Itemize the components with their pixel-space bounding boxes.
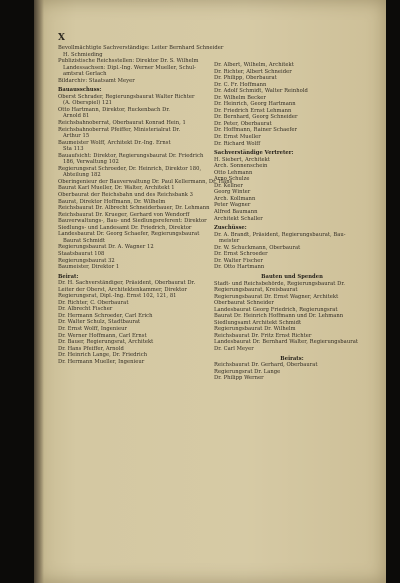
right-text-line: Dr. Philipp Werner (214, 375, 264, 382)
left-text-line: Dr. Richter, C. Oberbaurat (58, 299, 129, 306)
right-text-line: Alfred Baumann (214, 209, 258, 216)
left-text-line: Dr. Ernst Wolff, Ingenieur (58, 325, 128, 332)
right-text-line: Regierungsbaurat, Kreisbaurat (214, 287, 298, 294)
left-text-line: Reichsbahnoberrat, Oberbaurat Konrad Hein, 1 (58, 120, 186, 127)
right-text-line: Landesbaurat Georg Friedrich, Regierungsrat (214, 306, 338, 313)
right-text-line: Baurat Dr. Heinrich Hoffmann und Dr. Lehmann (214, 313, 344, 320)
left-text-line: amtsrat Gerlach (63, 71, 107, 78)
left-text-line: Baurat, Direktor Hoffmann, Dr. Wilhelm (58, 198, 166, 205)
right-text-line: meister (219, 238, 240, 245)
right-text-line: Arch. Sonnenschein (214, 163, 268, 170)
left-text-line: Regierungsbaurat 32 (58, 257, 115, 264)
left-text-line: (A. Oberspiel) 121 (63, 100, 113, 107)
right-text-column (214, 62, 370, 382)
left-text-line: Landesbaurat Dr. Georg Schaefer, Regierungsbaurat (58, 231, 200, 238)
left-text-line: 186, Verwaltung 102 (63, 159, 119, 166)
right-section-heading: Beirats: (280, 355, 304, 362)
right-text-line: Regierungsbaurat Dr. Ernst Wagner, Architekt (214, 293, 339, 300)
left-text-line: Reichsbaurat Dr. Krueger, Gerhard von Wendorff (58, 211, 190, 218)
left-text-line: Regierungsbaurat Dr. A. Wagner 12 (58, 244, 154, 251)
right-text-line: Dr. Otto Hartmann (214, 264, 265, 271)
left-text-line: Bauaufsicht: Direktor, Regierungsbaurat Dr. Friedrich (58, 152, 204, 159)
book-spine-shadow (34, 0, 44, 583)
left-section-heading: Beirat: (58, 273, 79, 280)
left-text-line: Oberingenieur der Bauverwaltung Dr. Paul Kellermann, Dr. Hans (58, 178, 233, 185)
left-text-line: Baurat Karl Mueller, Dr. Walter, Architekt 1 (58, 185, 175, 192)
right-text-line: Dr. W. Schuckmann, Oberbaurat (214, 244, 301, 251)
right-text-line: Dr. Richter, Albert Schneider (214, 68, 292, 75)
left-text-line: Bildarchiv: Staatsamt Meyer (58, 77, 135, 84)
right-text-line: Dr. Ernst Schroeder (214, 251, 268, 258)
right-text-line: Dr. Walter Fischer (214, 257, 263, 264)
right-text-line: Reichsbaurat Dr. Gerhard, Oberbaurat (214, 362, 318, 369)
right-text-line: Dr. Carl Meyer (214, 345, 254, 352)
right-text-line: Dr. Philipp, Oberbaurat (214, 75, 277, 82)
left-text-line: Bevollmächtigte Sachverständige: Leiter Bernhard Schneider (58, 45, 224, 51)
left-text-line: Oberbaurat der Reichsbahn und des Reichsbank 3 (58, 192, 194, 199)
left-text-line: Arthur 15 (63, 133, 90, 140)
left-text-line: Abteilung 182 (63, 172, 101, 179)
left-text-line: Regierungsrat, Dipl.-Ing. Ernst 102, 121, 81 (58, 293, 177, 300)
right-text-line: Dr. Albert, Wilhelm, Architekt (214, 62, 294, 68)
right-text-line: Reichsbaurat Dr. Fritz Ernst Richter (214, 332, 312, 339)
left-text-line: Regierungsrat Schroeder, Dr. Heinrich, Direktor 180, (58, 165, 202, 172)
left-text-line: Dr. Hermann Schroeder, Carl Erich (58, 312, 153, 319)
left-text-line: Baumeister, Direktor 1 (58, 264, 120, 271)
right-text-line: Dr. Adolf Schmidt, Walter Reinhold (214, 88, 308, 95)
right-text-line: Dr. C. Fr. Hoffmann (214, 81, 267, 88)
right-text-line: Georg Winter (214, 189, 251, 196)
left-text-line: Landessachsen: Dipl.-Ing. Werner Mueller, Schul- (63, 64, 196, 71)
left-text-line: Dr. Walter Schulz, Stadtbaurat (58, 319, 141, 326)
right-text-line: Dr. Bernhard, Georg Schneider (214, 114, 298, 121)
left-text-line: Arnold 81 (63, 113, 90, 120)
left-text-line: Leiter der Oberst, Architektenkammer, Direktor (58, 286, 187, 293)
left-text-line: Bauverwaltungs-, Bau- und Siedlungsreferent: Direktor (58, 218, 207, 225)
right-text-line: Siedlungsamt Architekt Schmidt (214, 319, 302, 326)
right-text-line: Arch. Kollmann (214, 195, 256, 202)
left-text-line: Sta 113 (63, 146, 84, 153)
right-text-line: Dr. Wilhelm Becker (214, 94, 266, 101)
left-text-line: Staatsbaurat 108 (58, 250, 105, 257)
right-text-line: Dr. Hoffmann, Rainer Schaefer (214, 127, 298, 134)
left-text-line: Otto Hartmann, Direktor, Ruckenbach Dr. (58, 106, 170, 113)
left-text-line: H. Schmieding (63, 51, 103, 58)
right-text-line: Arno Schulze (214, 176, 250, 183)
left-text-line: Dr. Albrecht Fischer (58, 306, 113, 313)
right-text-line: Regierungsbaurat Dr. Wilhelm (214, 326, 296, 333)
right-text-line: Oberbaurat Schneider (214, 300, 274, 307)
right-text-line: Dr. Peter, Oberbaurat (214, 120, 272, 127)
left-text-line: Dr. Hans Pfeiffer, Arnold (58, 345, 124, 352)
right-section-heading: Bauten und Spenden (261, 273, 323, 280)
right-text-line: Dr. Friedrich Ernst Lehmann (214, 107, 292, 114)
left-text-line: Oberst Schrader, Regierungsbaurat Walter Richter (58, 93, 195, 100)
right-text-line: Landesbaurat Dr. Bernhard Walter, Regierungsbaurat (214, 339, 359, 346)
right-text-line: Regierungsrat Dr. Lange (214, 368, 281, 375)
right-text-line: Dr. Ernst Mueller (214, 134, 261, 141)
left-text-line: Siedlungs- und Landesamt Dr. Friedrich, Direktor (58, 224, 192, 231)
left-text-line: Dr. H. Sachverständiger, Präsident, Oberbaurat Dr. (58, 280, 196, 287)
right-text-line: Otto Lehmann (214, 169, 253, 176)
right-text-line: Dr. Heinrich, Georg Hartmann (214, 101, 296, 108)
right-text-line: H. Siebert, Architekt (214, 156, 270, 163)
left-text-line: Dr. Heinrich Lange, Dr. Friedrich (58, 352, 148, 359)
left-text-line: Publizistische Reichsstellen: Direktor Dr. S. Wilhelm (58, 58, 199, 65)
left-text-line: Reichsbahnoberrat Pfeiffer, Ministerialrat Dr. (58, 126, 181, 133)
left-text-line: Dr. Werner Hoffmann, Carl Ernst (58, 332, 147, 339)
right-text-line: Stadt- und Reichsbehörde, Regierungsbaurat Dr. (214, 280, 346, 287)
right-section-heading: Sachverständige Vertreter: (214, 150, 294, 157)
right-text-line: Architekt Schaller (214, 215, 263, 222)
left-section-heading: Bauausschuss: (58, 87, 102, 94)
right-text-line: Dr. Kellner (214, 182, 243, 189)
left-text-line: Dr. Hermann Mueller, Ingenieur (58, 358, 145, 365)
right-section-heading: Zuschüsse: (214, 225, 247, 232)
left-text-line: Baurat Schmidt (63, 237, 106, 244)
right-text-line: Dr. Richard Wolff (214, 140, 261, 147)
left-text-line: Dr. Bauer, Regierungsrat, Architekt (58, 339, 154, 346)
right-text-line: Dr. A. Brandt, Präsident, Regierungsbaurat, Bau- (214, 231, 346, 238)
page-marker: X (58, 33, 65, 43)
right-text-line: Peter Wagner (214, 202, 251, 209)
left-text-line: Reichsbaurat Dr. Albrecht Schneiderbauer, Dr. Lehmann (58, 205, 210, 212)
left-text-line: Baumeister Wolff, Architekt Dr.-Ing. Ernst (58, 139, 171, 146)
